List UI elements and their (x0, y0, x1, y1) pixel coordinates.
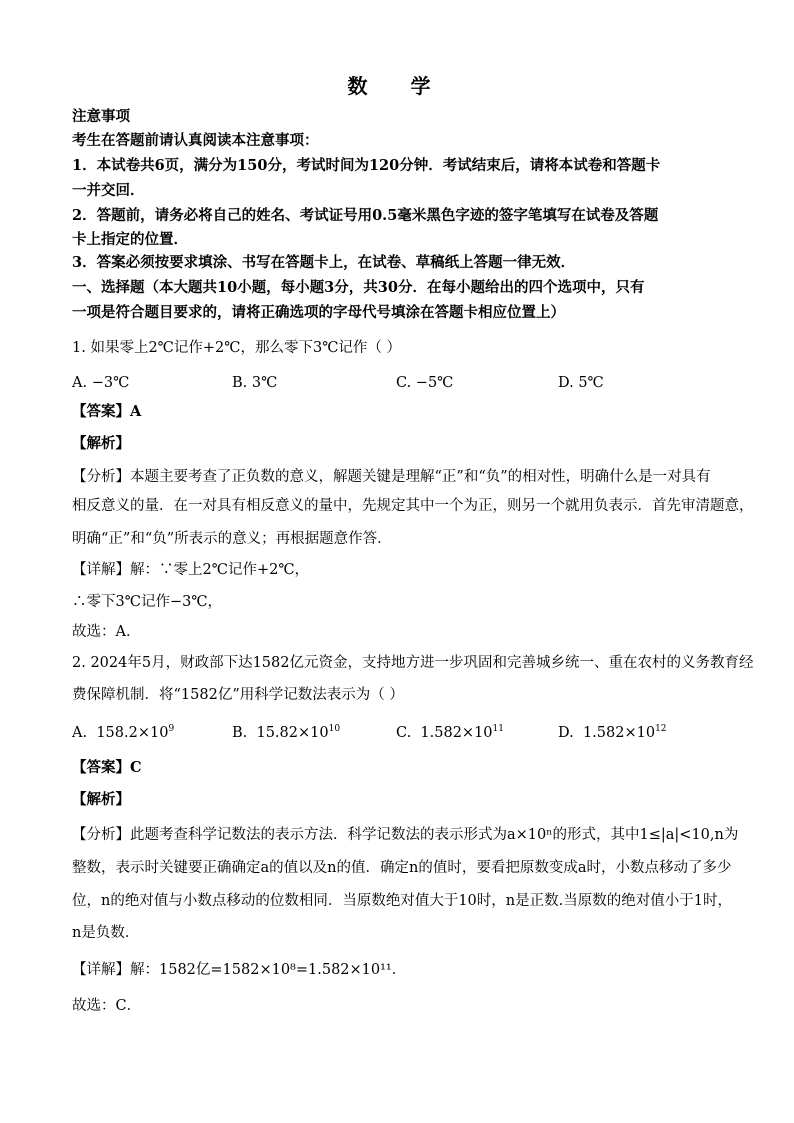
analysis-text: 【分析】本题主要考查了正负数的意义，解题关键是理解“正”和“负”的相对性，明确什么是一对具有 (72, 469, 711, 485)
analysis-text: 明确“正”和“负”所表示的意义；再根据题意作答． (72, 531, 392, 547)
option-base: 1.582×10 (420, 725, 493, 741)
option-label: D. (558, 725, 574, 741)
notice-item: 一并交回． (72, 182, 145, 199)
detail-text: 故选：C． (72, 998, 142, 1014)
option-c (396, 724, 504, 741)
option-label: B. (232, 725, 248, 741)
detail-text: ∴零下3℃记作−3℃， (72, 594, 223, 610)
analysis-text: 相反意义的量．在一对具有相反意义的量中，先规定其中一个为正，则另一个就用负表示．首先审清题意， (72, 498, 754, 514)
answer-label: 【答案】A (72, 403, 142, 420)
option-a: A. −3℃ (72, 375, 130, 391)
analysis-label: 【解析】 (72, 791, 130, 808)
section-heading-cont: 一项是符合题目要求的，请将正确选项的字母代号填涂在答题卡相应位置上） (72, 304, 565, 321)
answer-label: 【答案】C (72, 759, 142, 776)
option-exp: 9 (168, 724, 175, 734)
analysis-text: 整数，表示时关键要正确确定a的值以及n的值．确定n的值时，要看把原数变成a时，小数点移动了多少 (72, 860, 732, 876)
option-a (72, 724, 174, 741)
notice-heading: 注意事项 (72, 108, 130, 125)
notice-item: 卡上指定的位置． (72, 231, 188, 248)
notice-intro: 考生在答题前请认真阅读本注意事项： (72, 132, 319, 149)
option-base: 1.582×10 (582, 725, 656, 741)
analysis-text: n是负数． (72, 925, 140, 941)
page-title: 数 学 (347, 74, 449, 98)
option-label: C. (396, 725, 412, 741)
notice-item: 2．答题前，请务必将自己的姓名、考试证号用0.5毫米黑色字迹的签字笔填写在试卷及答题 (72, 207, 659, 224)
option-base: 158.2×10 (96, 725, 169, 741)
detail-text: 【详解】解：1582亿=1582×10⁸=1.582×10¹¹． (72, 962, 407, 978)
section-heading: 一、选择题（本大题共10小题，每小题3分，共30分．在每小题给出的四个选项中，只有 (72, 279, 645, 296)
analysis-text: 【分析】此题考查科学记数法的表示方法．科学记数法的表示形式为a×10ⁿ的形式，其中1≤|a|<10,n为 (72, 827, 739, 843)
option-exp: 10 (328, 724, 341, 734)
notice-item: 1．本试卷共6页，满分为150分，考试时间为120分钟．考试结束后，请将本试卷和答题卡 (72, 157, 661, 174)
detail-text: 故选：A． (72, 624, 141, 640)
detail-text: 【详解】解：∵零上2℃记作+2℃， (72, 562, 310, 578)
notice-item: 3．答案必须按要求填涂、书写在答题卡上，在试卷、草稿纸上答题一律无效． (72, 254, 576, 271)
option-d: D. 5℃ (558, 375, 604, 391)
analysis-text: 位，n的绝对值与小数点移动的位数相同．当原数绝对值大于10时，n是正数.当原数的绝对值小于1时， (72, 893, 732, 909)
question-stem: 1. 如果零上2℃记作+2℃，那么零下3℃记作（ ） (72, 340, 402, 356)
option-b: B. 3℃ (232, 375, 278, 391)
analysis-label: 【解析】 (72, 435, 130, 452)
option-label: A. (72, 725, 88, 741)
option-exp: 11 (492, 724, 504, 734)
option-base: 15.82×10 (256, 725, 329, 741)
question-stem-cont: 费保障机制．将“1582亿”用科学记数法表示为（ ） (72, 687, 404, 703)
option-d (558, 724, 667, 741)
option-exp: 12 (655, 724, 667, 734)
question-stem: 2. 2024年5月，财政部下达1582亿元资金，支持地方进一步巩固和完善城乡统一、重在农村的义务教育经 (72, 655, 754, 671)
option-b (232, 724, 340, 741)
option-c: C. −5℃ (396, 375, 454, 391)
